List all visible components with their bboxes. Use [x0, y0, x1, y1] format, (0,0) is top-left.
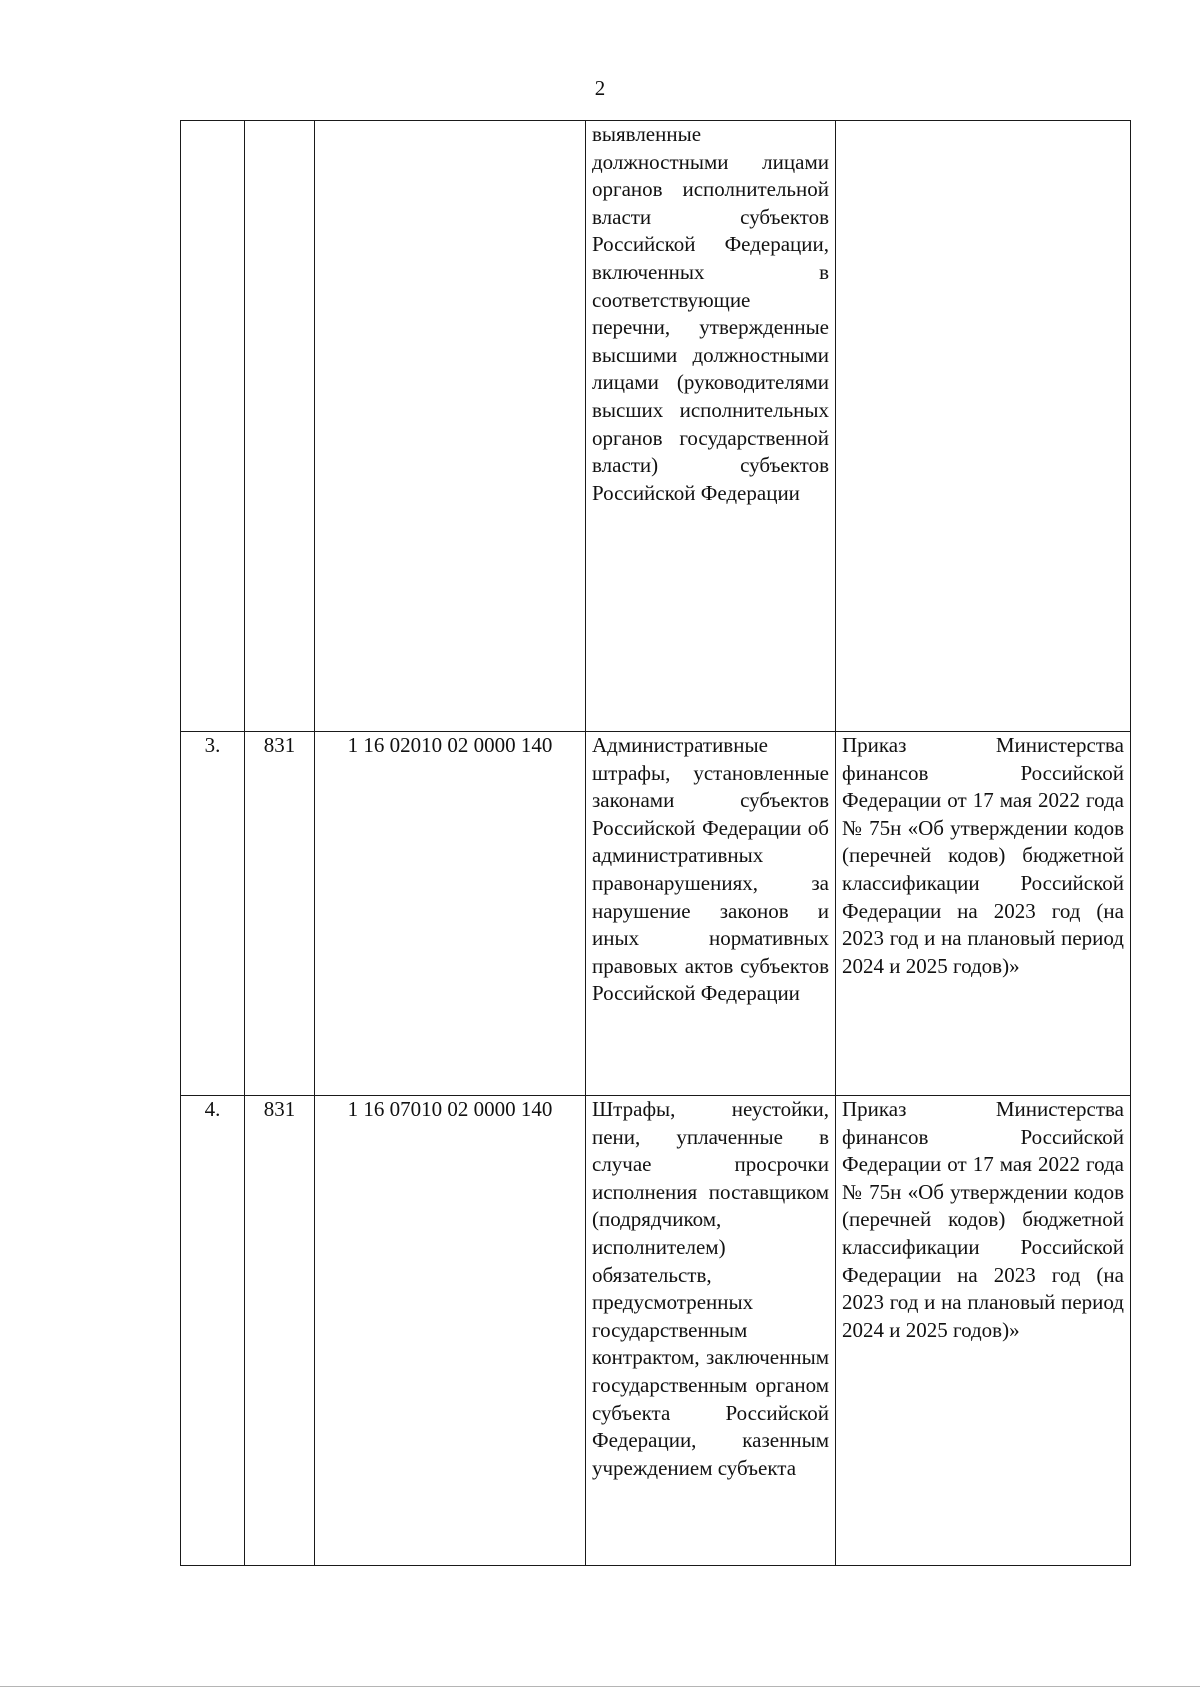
- income-name-cell: [586, 732, 836, 1096]
- legal-basis-cell: [836, 1096, 1131, 1566]
- page-bottom-rule: [0, 1686, 1200, 1687]
- legal-basis-cell: [836, 732, 1131, 1096]
- income-name-text: Штрафы, неустойки, пени, уплаченные в случае просрочки исполнения поставщиком (подрядчиком, исполнителем) обязательств, предусмотренных государственным контрактом, заключенным государственным органом субъекта Российской Федерации, казенным учреждением субъекта: [592, 1097, 829, 1480]
- row-number-cell: 3.: [181, 732, 245, 1096]
- table-row-continuation: [181, 121, 1131, 732]
- income-name-cell: [586, 1096, 836, 1566]
- table-row-4: [181, 1096, 1131, 1566]
- legal-basis-cell: [836, 121, 1131, 732]
- income-name-text: выявленные должностными лицами органов исполнительной власти субъектов Российской Федерации, включенных в соответствующие перечни, утвержденные высшими должностными лицами (руководителями высших исполнительных органов государственной власти) субъектов Российской Федерации: [592, 122, 829, 505]
- kbk-code-cell: [315, 121, 586, 732]
- kbk-code-cell: 1 16 02010 02 0000 140: [315, 732, 586, 1096]
- income-name-text: Административные штрафы, установленные законами субъектов Российской Федерации об административных правонарушениях, за нарушение законов и иных нормативных правовых актов субъектов Российской Федерации: [592, 733, 829, 1006]
- row-number-cell: 4.: [181, 1096, 245, 1566]
- kbk-code-cell: 1 16 07010 02 0000 140: [315, 1096, 586, 1566]
- row-number-cell: [181, 121, 245, 732]
- page-number: 2: [594, 76, 606, 100]
- admin-code-cell: 831: [245, 1096, 315, 1566]
- legal-basis-text: Приказ Министерства финансов Российской Федерации от 17 мая 2022 года № 75н «Об утверждении кодов (перечней кодов) бюджетной классификации Российской Федерации на 2023 год (на 2023 год и на плановый период 2024 и 2025 годов)»: [842, 1097, 1124, 1342]
- income-name-cell: [586, 121, 836, 732]
- table-row-3: [181, 732, 1131, 1096]
- legal-basis-text: Приказ Министерства финансов Российской Федерации от 17 мая 2022 года № 75н «Об утверждении кодов (перечней кодов) бюджетной классификации Российской Федерации на 2023 год (на 2023 год и на плановый период 2024 и 2025 годов)»: [842, 733, 1124, 978]
- admin-code-cell: [245, 121, 315, 732]
- admin-code-cell: 831: [245, 732, 315, 1096]
- budget-codes-table: [180, 120, 1131, 1566]
